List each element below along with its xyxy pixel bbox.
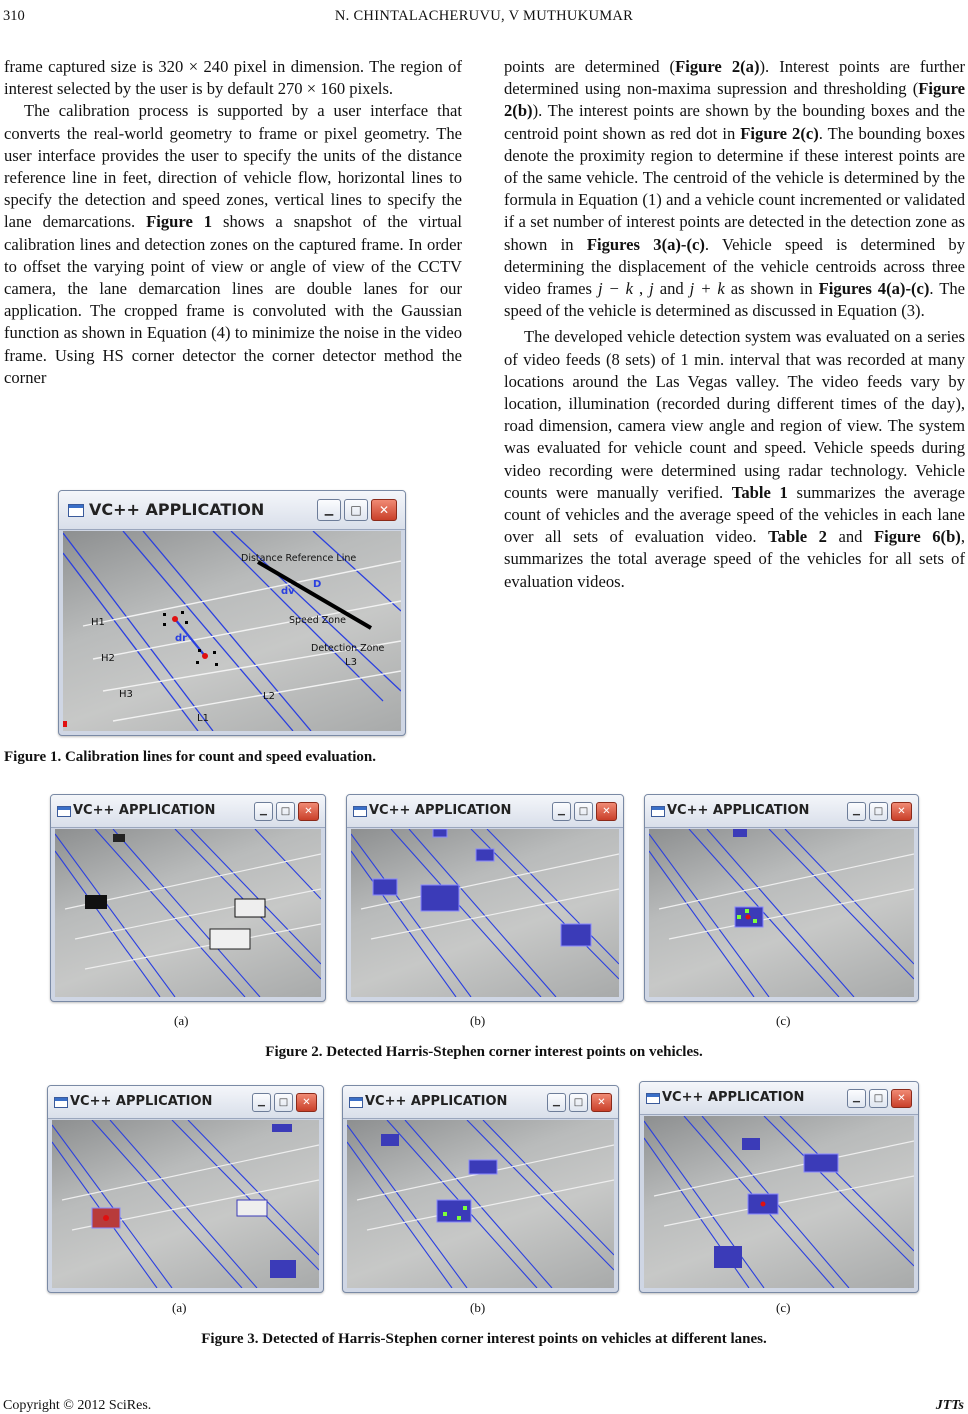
detection-overlay <box>347 1120 614 1288</box>
window-titlebar <box>347 795 623 828</box>
math-expression: j − k <box>597 279 634 299</box>
close-button[interactable]: ✕ <box>596 802 617 821</box>
text-run: summarizes the average count of vehicles and the average speed of the vehicles in each lane over all sets of evaluation video. <box>504 482 965 547</box>
table-ref: Table 1 <box>731 482 788 502</box>
figure1-scene <box>63 531 401 731</box>
detection-overlay <box>55 829 321 997</box>
minimize-button[interactable]: ▁ <box>252 1093 271 1112</box>
window-title: VC++ APPLICATION <box>365 1094 508 1109</box>
left-paragraph-2 <box>4 100 462 389</box>
figure-ref: Figure 2(c) <box>740 123 819 143</box>
close-button[interactable]: ✕ <box>371 499 397 521</box>
running-title: N. CHINTALACHERUVU, V MUTHUKUMAR <box>334 8 634 24</box>
figure3-caption: Figure 3. Detected of Harris-Stephen corner interest points on vehicles at different lanes. <box>201 1331 767 1347</box>
application-icon <box>349 1097 363 1108</box>
window-title: VC++ APPLICATION <box>667 803 810 818</box>
maximize-button[interactable]: □ <box>274 1093 293 1112</box>
figure3c-window <box>639 1081 919 1293</box>
right-paragraph-2 <box>504 326 965 592</box>
table-ref: Table 2 <box>768 527 827 547</box>
right-column <box>504 56 965 593</box>
figure-ref: Figures 3(a)-(c) <box>586 234 705 254</box>
figure2-sublabel-b: (b) <box>470 1013 486 1028</box>
window-title: VC++ APPLICATION <box>89 500 265 519</box>
maximize-button[interactable]: □ <box>869 1089 888 1108</box>
minimize-button[interactable]: ▁ <box>254 802 273 821</box>
window-titlebar <box>59 491 405 530</box>
window-titlebar <box>343 1086 618 1119</box>
distance-reference-label: Distance Reference Line <box>241 553 357 564</box>
text-run: . The bounding boxes denote the proximity region to determine if these interest points are of the same vehicle. The centroid of the vehicle is determined by the formula in Equation (1) and a vehicle count incremented or validated if a set number of interest points are detected in the detection zone as shown in <box>504 123 965 254</box>
text-run: and <box>826 527 875 547</box>
text-run: points are determined ( <box>504 57 676 76</box>
figure3-sublabel-c: (c) <box>776 1300 791 1315</box>
figure3-sublabel-a: (a) <box>172 1300 187 1315</box>
figure3b-window <box>342 1085 619 1293</box>
l3-label: L3 <box>345 657 357 668</box>
h2-label: H2 <box>101 653 115 664</box>
figure1-caption: Figure 1. Calibration lines for count and speed evaluation. <box>4 749 376 765</box>
figure2-caption: Figure 2. Detected Harris-Stephen corner interest points on vehicles. <box>265 1044 703 1060</box>
text-run: . The speed of the vehicle is determined as discussed in Equation (3). <box>504 279 965 321</box>
text-run: The developed vehicle detection system was evaluated on a series of video feeds (8 sets) of 1 min. interval that was recorded at many locations around the Las Vegas valley. The video feeds vary by location, illumination (recorded during different times of the day), road dimension, camera view angle and region of view. The system was evaluated for vehicle count and speed. Vehicle speeds during video recording were determined using radar technology. Vehicle counts were manually verified. <box>504 327 965 502</box>
figure3-sublabel-b: (b) <box>470 1300 486 1315</box>
dr-label: dr <box>175 633 188 644</box>
window-title: VC++ APPLICATION <box>369 803 512 818</box>
window-title: VC++ APPLICATION <box>662 1090 805 1105</box>
maximize-button[interactable]: □ <box>344 499 368 521</box>
maximize-button[interactable]: □ <box>869 802 888 821</box>
window-title: VC++ APPLICATION <box>70 1094 213 1109</box>
window-titlebar <box>48 1086 323 1119</box>
video-frame <box>52 1120 319 1288</box>
figure-ref: Figure 2(b) <box>504 79 965 121</box>
figure1-window <box>58 490 406 736</box>
figure2a-window <box>50 794 326 1002</box>
detection-overlay <box>649 829 914 997</box>
figure-ref: Figure 6(b) <box>874 527 961 547</box>
figure-ref: Figure 1 <box>146 212 213 232</box>
l2-label: L2 <box>263 691 275 702</box>
minimize-button[interactable]: ▁ <box>317 499 341 521</box>
minimize-button[interactable]: ▁ <box>847 802 866 821</box>
close-button[interactable]: ✕ <box>298 802 319 821</box>
figure2-sublabel-c: (c) <box>776 1013 791 1028</box>
h3-label: H3 <box>119 689 133 700</box>
text-run: and <box>653 279 690 299</box>
dv-label: dv <box>281 586 295 597</box>
application-icon <box>353 806 367 817</box>
maximize-button[interactable]: □ <box>569 1093 588 1112</box>
video-frame <box>351 829 619 997</box>
video-frame <box>644 1116 914 1288</box>
application-icon <box>68 504 84 517</box>
text-run: ). The interest points are shown by the bounding boxes and the centroid point shown as red dot in <box>504 101 965 143</box>
application-icon <box>57 806 71 817</box>
text-run: , summarizes the total average speed of the vehicles for all sets of evaluation videos. <box>504 527 965 591</box>
d-label: D <box>313 579 322 590</box>
math-expression: j + k <box>689 279 725 299</box>
maximize-button[interactable]: □ <box>276 802 295 821</box>
window-titlebar <box>640 1082 918 1115</box>
application-icon <box>651 806 665 817</box>
window-titlebar <box>51 795 325 828</box>
text-run: shows a snapshot of the virtual calibration lines and detection zones on the captured frame. In order to offset the varying point of view or angle of view of the CCTV camera, the lane demarcation lines are double lanes for our application. The cropped frame is convoluted with the Gaussian function as shown in Equation (4) to minimize the noise in the video frame. Using HS corner detector the corner detector method the corner <box>4 212 462 387</box>
video-frame <box>55 829 321 997</box>
l1-label: L1 <box>197 713 209 724</box>
minimize-button[interactable]: ▁ <box>552 802 571 821</box>
text-run: ). Interest points are further determined using non-maxima supression and thresholding ( <box>504 57 966 99</box>
detection-overlay <box>644 1116 914 1288</box>
footer-journal: JTTs <box>935 1398 964 1413</box>
text-run: as shown in <box>724 279 819 299</box>
figure3a-window <box>47 1085 324 1293</box>
detection-zone-label: Detection Zone <box>311 643 385 654</box>
application-icon <box>646 1093 660 1104</box>
h1-label: H1 <box>91 617 105 628</box>
right-paragraph-1 <box>504 56 965 322</box>
video-frame <box>347 1120 614 1288</box>
footer-copyright: Copyright © 2012 SciRes. <box>3 1398 152 1413</box>
figure2c-window <box>644 794 919 1002</box>
window-title: VC++ APPLICATION <box>73 803 216 818</box>
minimize-button[interactable]: ▁ <box>547 1093 566 1112</box>
detection-overlay <box>351 829 619 997</box>
close-button[interactable]: ✕ <box>891 1089 912 1108</box>
left-paragraph-1: frame captured size is 320 × 240 pixel in dimension. The region of interest selected by the user is by default 270 × 160 pixels. <box>4 57 462 99</box>
figure2-sublabel-a: (a) <box>174 1013 189 1028</box>
figure-ref: Figure 2(a) <box>675 57 760 76</box>
left-column <box>4 56 462 389</box>
text-run: The calibration process is supported by a user interface that converts the real-world geometry to frame or pixel geometry. The user interface provides the user to specify the units of the distance reference line in feet, direction of vehicle flow, horizontal lines to specify the detection and speed zones, vertical lines to specify the lane demarcations. <box>4 101 462 232</box>
math-expression: j <box>649 279 654 299</box>
detection-overlay <box>52 1120 319 1288</box>
video-frame <box>649 829 914 997</box>
text-run: . Vehicle speed is determined by determining the displacement of the vehicle centroids across three video frames <box>504 234 965 299</box>
minimize-button[interactable]: ▁ <box>847 1089 866 1108</box>
page-number: 310 <box>3 8 25 24</box>
close-button[interactable]: ✕ <box>591 1093 612 1112</box>
figure2b-window <box>346 794 624 1002</box>
maximize-button[interactable]: □ <box>574 802 593 821</box>
close-button[interactable]: ✕ <box>296 1093 317 1112</box>
text-run: , <box>633 279 650 299</box>
window-titlebar <box>645 795 918 828</box>
close-button[interactable]: ✕ <box>891 802 912 821</box>
figure-ref: Figures 4(a)-(c) <box>818 279 930 299</box>
speed-zone-label: Speed Zone <box>289 615 346 626</box>
application-icon <box>54 1097 68 1108</box>
